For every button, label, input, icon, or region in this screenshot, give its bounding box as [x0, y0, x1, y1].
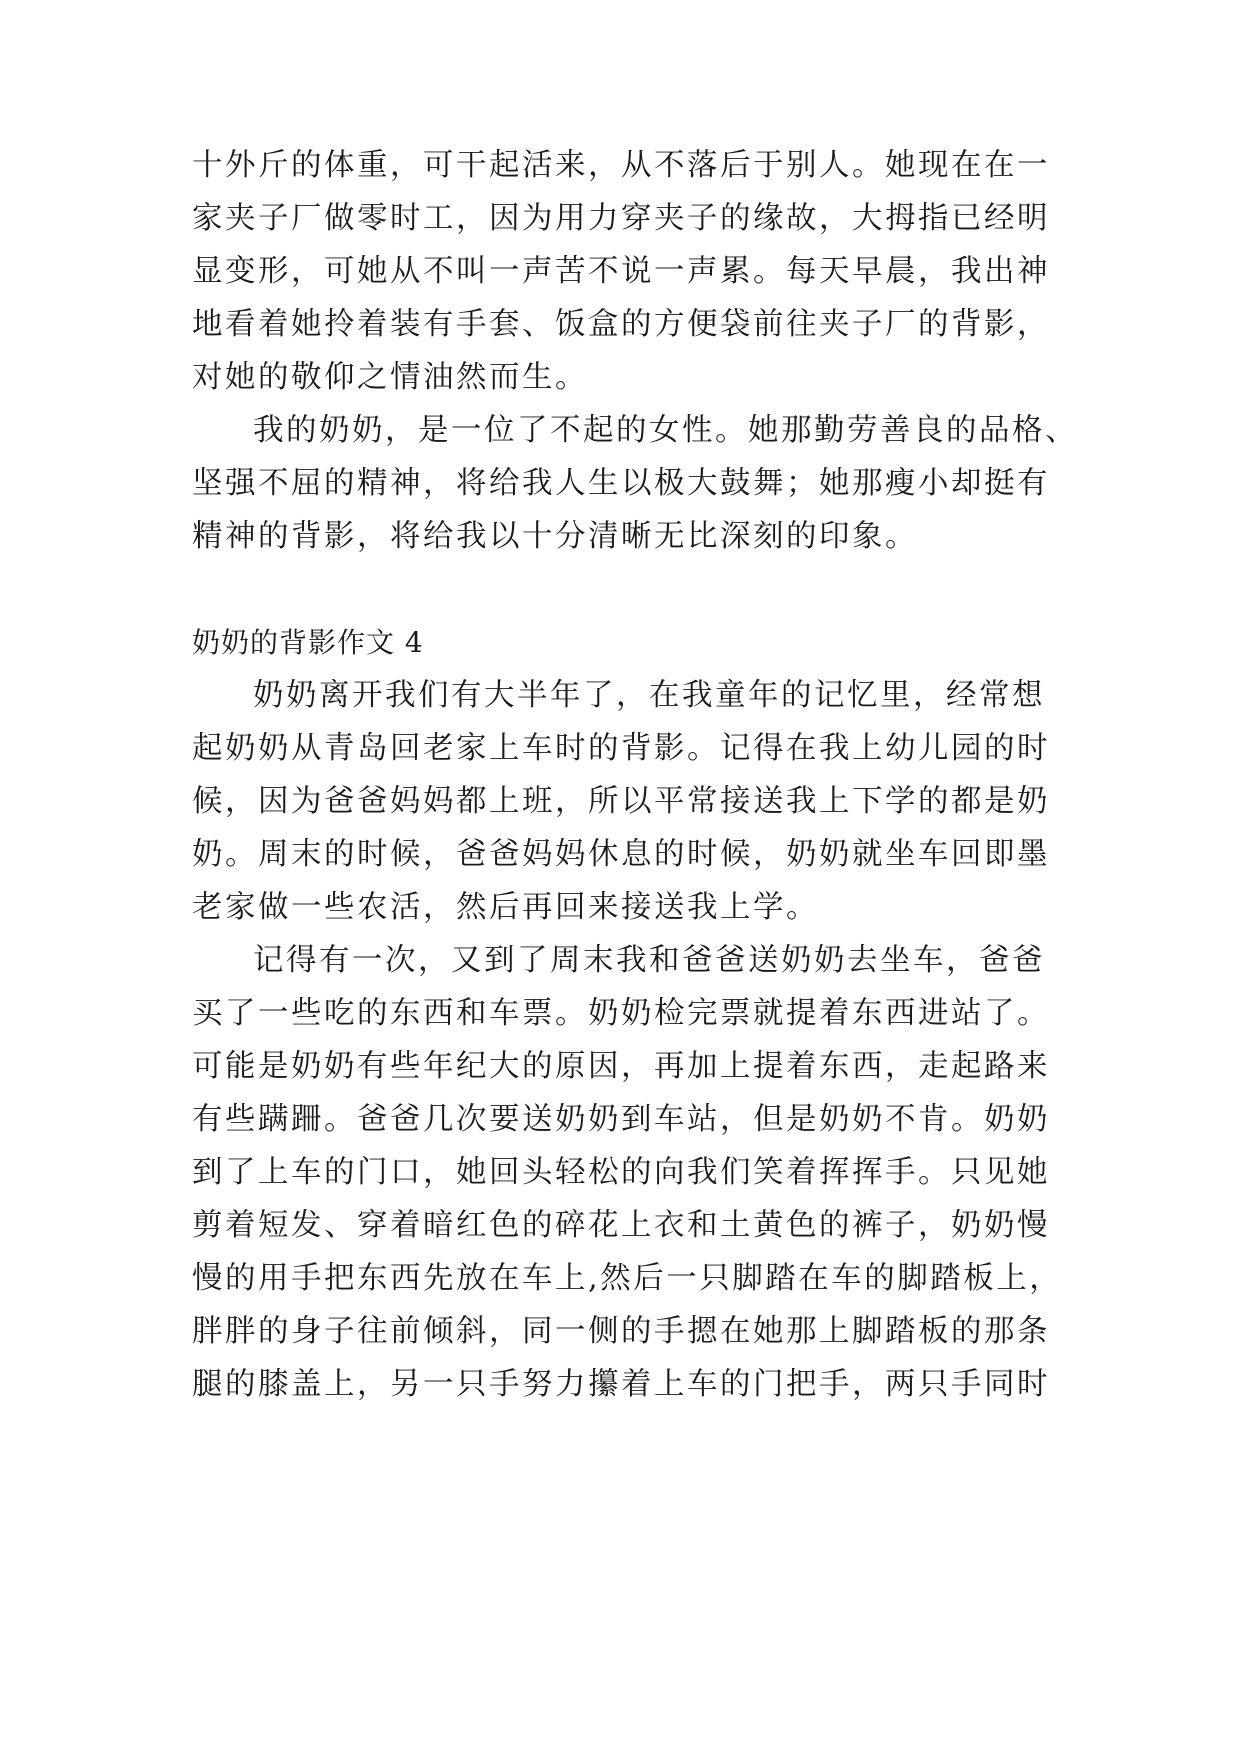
paragraph-line: 我的奶奶，是一位了不起的女性。她那勤劳善良的品格、 — [253, 413, 1078, 448]
paragraph-line: 买了一些吃的东西和车票。奶奶检完票就提着东西进站了。 — [192, 996, 1050, 1031]
paragraph-line: 慢的用手把东西先放在车上,然后一只脚踏在车的脚踏板上， — [192, 1261, 1063, 1296]
paragraph-line: 十外斤的体重，可干起活来，从不落后于别人。她现在在一 — [192, 148, 1050, 183]
paragraph-line: 家夹子厂做零时工，因为用力穿夹子的缘故，大拇指已经明 — [192, 201, 1050, 236]
paragraph-line: 奶。周末的时候，爸爸妈妈休息的时候，奶奶就坐车回即墨 — [192, 837, 1050, 872]
paragraph-line: 剪着短发、穿着暗红色的碎花上衣和土黄色的裤子，奶奶慢 — [192, 1208, 1050, 1243]
paragraph-line: 精神的背影，将给我以十分清晰无比深刻的印象。 — [192, 519, 918, 554]
paragraph-line: 记得有一次，又到了周末我和爸爸送奶奶去坐车，爸爸 — [253, 943, 1045, 978]
paragraph-line: 对她的敬仰之情油然而生。 — [192, 360, 588, 395]
paragraph-line: 坚强不屈的精神，将给我人生以极大鼓舞；她那瘦小却挺有 — [192, 466, 1050, 501]
paragraph-line: 起奶奶从青岛回老家上车时的背影。记得在我上幼儿园的时 — [192, 731, 1050, 766]
paragraph-line: 显变形，可她从不叫一声苦不说一声累。每天早晨，我出神 — [192, 254, 1050, 289]
paragraph-line: 地看着她拎着装有手套、饭盒的方便袋前往夹子厂的背影， — [192, 307, 1050, 342]
paragraph-line: 腿的膝盖上，另一只手努力攥着上车的门把手，两只手同时 — [192, 1367, 1050, 1402]
paragraph-line: 可能是奶奶有些年纪大的原因，再加上提着东西，走起路来 — [192, 1049, 1050, 1084]
paragraph-line: 胖胖的身子往前倾斜，同一侧的手摁在她那上脚踏板的那条 — [192, 1314, 1050, 1349]
paragraph-line: 到了上车的门口，她回头轻松的向我们笑着挥挥手。只见她 — [192, 1155, 1050, 1190]
section-heading: 奶奶的背影作文 4 — [192, 626, 424, 659]
paragraph-line: 奶奶离开我们有大半年了，在我童年的记忆里，经常想 — [253, 678, 1045, 713]
paragraph-line: 老家做一些农活，然后再回来接送我上学。 — [192, 890, 819, 925]
paragraph-line: 有些蹒跚。爸爸几次要送奶奶到车站，但是奶奶不肯。奶奶 — [192, 1102, 1050, 1137]
paragraph-line: 候，因为爸爸妈妈都上班，所以平常接送我上下学的都是奶 — [192, 784, 1050, 819]
